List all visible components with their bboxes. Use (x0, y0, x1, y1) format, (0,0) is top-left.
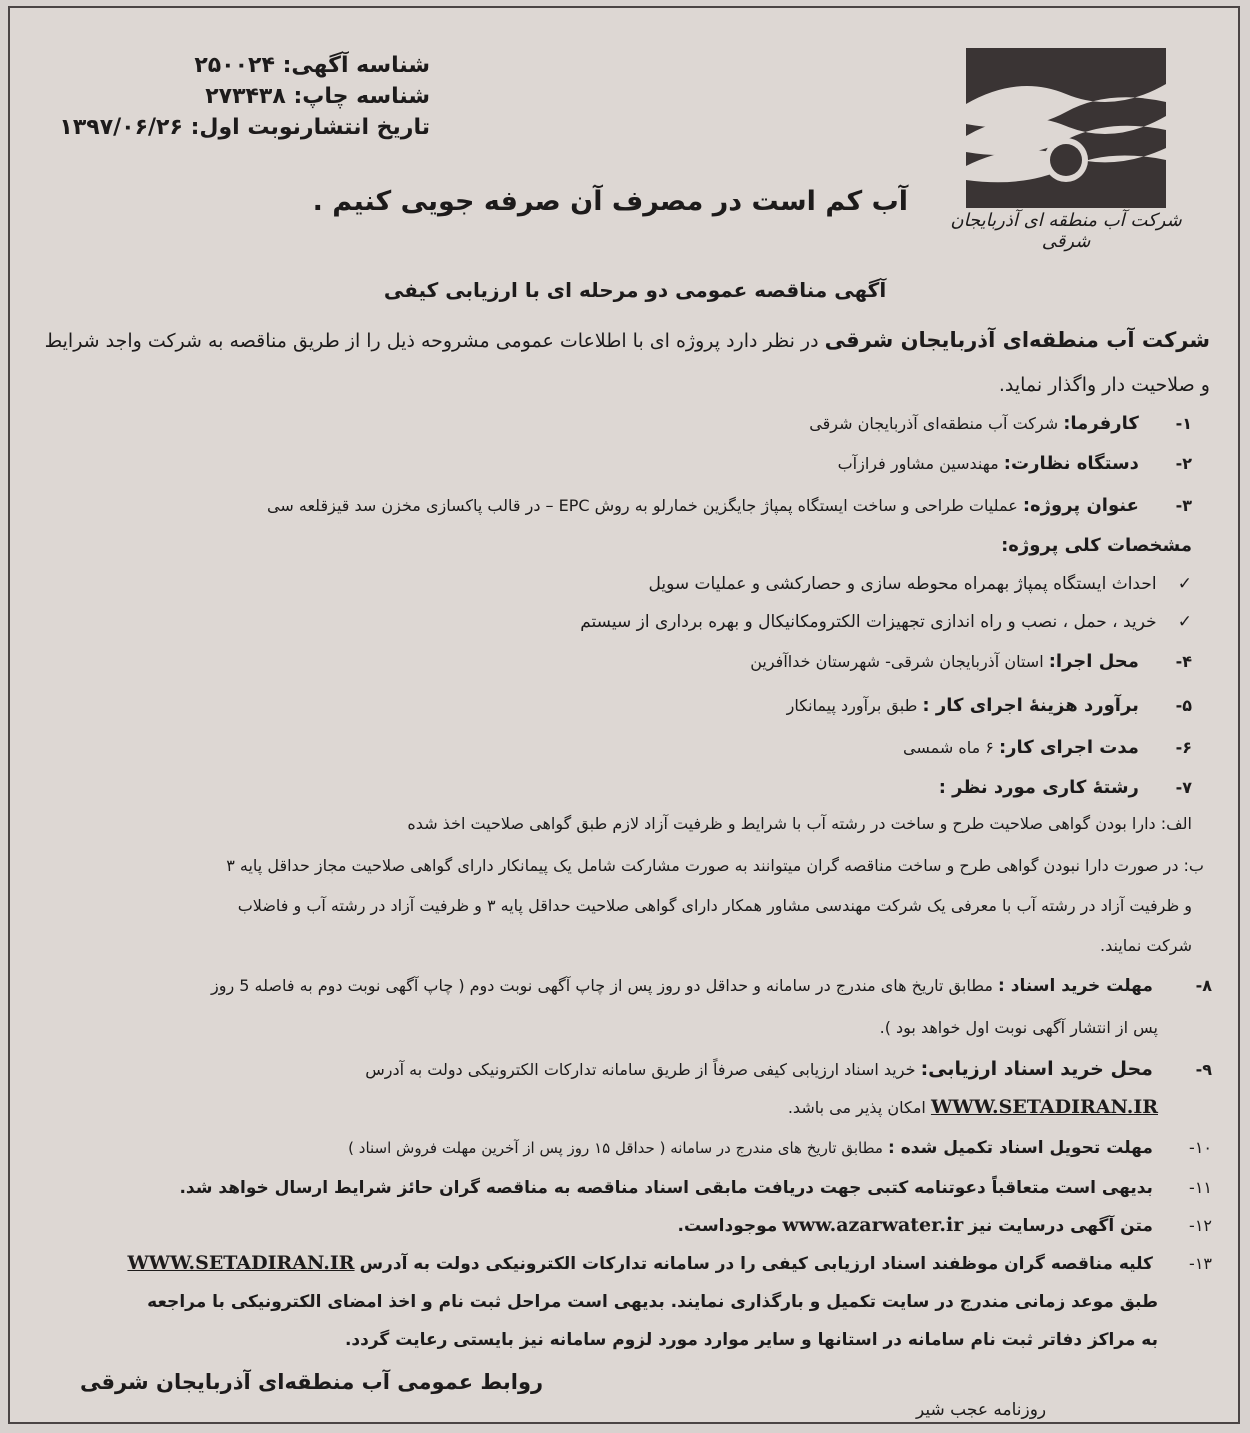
check-icon: ✓ (1177, 612, 1192, 632)
azarwater-link[interactable]: www.azarwater.ir (782, 1214, 964, 1236)
item-website: ۱۲- متن آگهی درسایت نیز www.azarwater.ir موجوداست. (677, 1214, 1212, 1236)
item-duration: ۶- مدت اجرای کار: ۶ ماه شمسی (902, 737, 1192, 758)
check-icon: ✓ (1177, 574, 1192, 594)
slogan: آب کم است در مصرف آن صرفه جویی کنیم . (312, 186, 908, 217)
item-upload-line2: طبق موعد زمانی مندرج در سایت تکمیل و بارگذاری نمایند. بدیهی است مراحل ثبت نام و اخذ امضای الکترونیکی با مراجعه (147, 1292, 1158, 1312)
item-field: ۷- رشتهٔ کاری مورد نظر : (938, 777, 1192, 798)
item-project-title: ۳- عنوان پروژه: عملیات طراحی و ساخت ایستگاه پمپاژ جایگزین خمارلو به روش EPC – در قالب پاکسازی مخزن سد قیزقلعه سی (267, 495, 1192, 516)
intro-text: در نظر دارد پروژه ای با اطلاعات عمومی مشروحه ذیل را از طریق مناقصه به شرکت واجد شرایط و صلاحیت دار واگذار نماید. (44, 330, 1210, 396)
newspaper-name: روزنامه عجب شیر (916, 1400, 1047, 1420)
item-purchase-place-line2: WWW.SETADIRAN.IR امکان پذیر می باشد. (787, 1096, 1158, 1118)
setadiran-link-2[interactable]: WWW.SETADIRAN.IR (127, 1252, 355, 1274)
item-purchase-deadline-line2: پس از انتشار آگهی نوبت اول خواهد بود ). (879, 1018, 1158, 1037)
intro-paragraph (34, 318, 1210, 407)
setadiran-link[interactable]: WWW.SETADIRAN.IR (930, 1096, 1158, 1118)
field-b-line1: ب: در صورت دارا نبودن گواهی طرح و ساخت مناقصه گران میتوانند به صورت مشارکت شامل یک پیمانکار دارای گواهی صلاحیت مجاز حداقل پایه ۳ (226, 856, 1204, 875)
item-purchase-place: ۹- محل خرید اسناد ارزیابی: خرید اسناد ارزیابی کیفی صرفاً از طریق سامانه تدارکات الکترونیکی دولت به آدرس (365, 1058, 1212, 1080)
logo-caption: شرکت آب منطقه ای آذربایجان شرقی (950, 210, 1182, 252)
item-purchase-deadline: ۸- مهلت خرید اسناد : مطابق تاریخ های مندرج در سامانه و حداقل دو روز پس از چاپ آگهی نوبت دوم ( چاپ آگهی نوبت دوم به فاصله 5 روز (211, 976, 1212, 996)
item-upload: ۱۳- کلیه مناقصه گران موظفند اسناد ارزیابی کیفی را در سامانه تدارکات الکترونیکی دولت به آدرس WWW.SETADIRAN.IR (127, 1252, 1212, 1274)
field-b-line3: شرکت نمایند. (1100, 936, 1192, 955)
field-a: الف: دارا بودن گواهی صلاحیت طرح و ساخت در رشته آب با شرایط و ظرفیت آزاد لازم طبق گواهی صلاحیت اخذ شده (407, 814, 1192, 833)
signature: روابط عمومی آب منطقه‌ای آذربایجان شرقی (80, 1370, 544, 1394)
item-location: ۴- محل اجرا: استان آذربایجان شرقی- شهرستان خداآفرین (750, 651, 1192, 672)
item-delivery-deadline: ۱۰- مهلت تحویل اسناد تکمیل شده : مطابق تاریخ های مندرج در سامانه ( حداقل ۱۵ روز پس از آخرین مهلت فروش اسناد ) (348, 1138, 1212, 1158)
item-employer: ۱- کارفرما: شرکت آب منطقه‌ای آذربایجان شرقی (809, 413, 1192, 434)
item-upload-line3: به مراکز دفاتر ثبت نام سامانه در استانها و سایر موارد مورد لزوم سامانه نیز بایستی رعایت گردد. (344, 1330, 1158, 1350)
intro-company: شرکت آب منطقه‌ای آذربایجان شرقی (824, 328, 1210, 352)
specs-title: مشخصات کلی پروژه: (1001, 535, 1192, 556)
ad-identifiers (59, 50, 430, 143)
item-supervisor: ۲- دستگاه نظارت: مهندسین مشاور فرازآب (837, 453, 1192, 474)
ad-id: شناسه آگهی: ۲۵۰۰۲۴ (194, 53, 430, 78)
print-id: شناسه چاپ: ۲۷۳۴۳۸ (205, 84, 430, 109)
company-logo (948, 44, 1184, 254)
item-invitation: ۱۱- بدیهی است متعاقباً دعوتنامه کتبی جهت دریافت مابقی اسناد مناقصه به مناقصه گران حائز شرایط ارسال خواهد شد. (179, 1178, 1212, 1198)
spec-bullet: ✓ خرید ، حمل ، نصب و راه اندازی تجهیزات الکترومکانیکال و بهره برداری از سیستم (580, 612, 1192, 632)
publish-date: تاریخ انتشارنوبت اول: ۱۳۹۷/۰۶/۲۶ (59, 115, 430, 140)
spec-bullet: ✓ احداث ایستگاه پمپاژ بهمراه محوطه سازی و حصارکشی و عملیات سویل (648, 574, 1192, 594)
advertisement-page (8, 6, 1240, 1424)
item-cost-estimate: ۵- برآورد هزینهٔ اجرای کار : طبق برآورد پیمانکار (786, 695, 1192, 716)
field-b-line2: و ظرفیت آزاد در رشته آب با معرفی یک شرکت مهندسی مشاور همکار دارای گواهی صلاحیت حداقل پایه ۳ و ظرفیت آزاد در رشته آب و فاضلاب (237, 896, 1192, 915)
ad-heading: آگهی مناقصه عمومی دو مرحله ای با ارزیابی کیفی (383, 278, 887, 302)
